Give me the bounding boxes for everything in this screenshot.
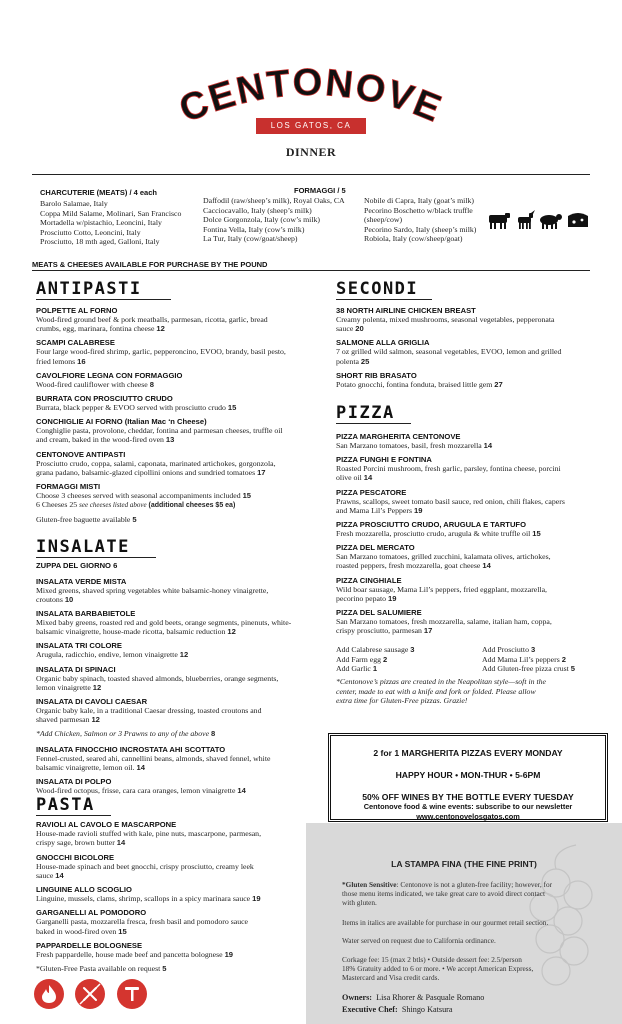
item-desc: Creamy polenta, mixed mushrooms, seasonal vegetables, pepperonata: [336, 315, 555, 324]
promo-website[interactable]: www.centonovelosgatos.com: [416, 812, 520, 821]
menu-item: [36, 577, 304, 604]
section-title-antipasti: ANTIPASTI: [36, 279, 142, 299]
mid-divider: [32, 270, 590, 271]
list-item: Add Farm egg 2: [336, 654, 388, 664]
item-desc: sauce: [36, 870, 56, 880]
item-desc: San Marzano tomatoes, fresh mozzarella, salame, italian ham, coppa,: [336, 617, 552, 627]
menu-item: [36, 777, 304, 795]
item-desc: fried lemons: [36, 356, 78, 366]
item-name: CAVOLFIORE LEGNA CON FORMAGGIO: [36, 370, 183, 380]
item-desc: Potato gnocchi, fontina fonduta, braised little gem: [336, 379, 495, 389]
promo-newsletter: Centonove food & wine events: subscribe to our newsletter: [363, 802, 573, 811]
formaggi-extra: 6 Cheeses 25: [36, 500, 78, 510]
menu-item: [36, 306, 304, 333]
item-price: 8: [149, 379, 154, 389]
owners-value: Lisa Rhorer & Pasquale Romano: [376, 993, 485, 1002]
baguette-note: Gluten-free baguette available: [36, 515, 133, 525]
item-desc: Wood-fired ground beef & pork meatballs, parmesan, ricotta, garlic, bread: [36, 315, 268, 324]
menu-item: [36, 394, 304, 412]
item-desc: Organic baby kale, in a traditional Caesar dressing, toasted croutons and: [36, 706, 262, 716]
italics-note: Items in italics are available for purchase in our gourmet retail section.: [342, 918, 549, 927]
item-price: 17: [257, 467, 266, 477]
item-name: INSALATA BARBABIETOLE: [36, 609, 136, 619]
menu-item: [36, 745, 304, 772]
milk-source-icons: [486, 210, 616, 232]
list-item: Add Mama Lil’s peppers 2: [482, 654, 566, 664]
gf-pasta-price: 5: [162, 963, 167, 973]
item-price: 12: [91, 715, 100, 725]
right-column: [336, 279, 596, 705]
fees-line: Corkage fee: 15 (max 2 btls) • Outside dessert fee: 2.5/person: [342, 955, 522, 964]
list-item: Add Garlic 1: [336, 663, 378, 673]
item-price: 14: [136, 762, 145, 772]
list-item: La Tur, Italy (cow/goat/sheep): [203, 234, 298, 244]
menu-item: [336, 455, 596, 482]
pizza-addons: [336, 645, 596, 675]
list-item: Add Prosciutto 3: [482, 645, 536, 655]
item-desc: San Marzano tomatoes, grilled zucchini, kalamata olives, artichokes,: [336, 552, 551, 562]
menu-item: [36, 371, 304, 389]
menu-item: [36, 417, 304, 444]
item-price: 15: [532, 529, 541, 539]
item-name: PIZZA FUNGHI E FONTINA: [336, 455, 432, 465]
note-line: extra time for Gluten-Free pizzas. Grazie!: [336, 695, 468, 705]
list-item: Prosciutto Cotto, Leoncini, Italy: [40, 227, 141, 237]
item-name: BURRATA CON PROSCIUTTO CRUDO: [36, 394, 173, 404]
pizza-note: [336, 677, 596, 705]
section-underline: [336, 299, 432, 300]
list-item: Robiola, Italy (cow/sheep/goat): [364, 234, 463, 244]
item-price: 12: [156, 324, 165, 334]
item-price: 15: [242, 491, 252, 501]
item-desc: San Marzano tomatoes, basil, fresh mozzarella: [336, 441, 484, 451]
item-desc: Wood-fired cauliflower with cheese: [36, 379, 150, 389]
gluten-line: : Centonove is not a gluten-free facility; however, for: [396, 880, 553, 889]
item-price: 14: [482, 561, 491, 571]
item-desc: 7 oz grilled wild salmon, seasonal vegetables, EVOO, lemon and grilled: [336, 347, 562, 357]
item-price: 12: [92, 682, 102, 692]
item-price: 20: [355, 324, 364, 334]
item-name: INSALATA FINOCCHIO INCROSTATA AHI SCOTTATO: [36, 744, 226, 754]
item-name: INSALATA VERDE MISTA: [36, 576, 127, 586]
item-name: GNOCCHI BICOLORE: [36, 852, 115, 862]
item-name: PIZZA DEL MERCATO: [336, 543, 415, 553]
chef-value: Shingo Katsura: [401, 1005, 453, 1014]
list-item: Prosciutto, 18 mth aged, Galloni, Italy: [40, 237, 160, 247]
item-desc: Burrata, black pepper & EVOO served with prosciutto crudo: [36, 403, 228, 413]
menu-item: [36, 908, 304, 935]
list-item: Cacciocavallo, Italy (sheep’s milk): [203, 205, 312, 215]
item-name: PIZZA MARGHERITA CENTONOVE: [336, 432, 461, 442]
item-price: 15: [118, 926, 127, 936]
menu-item: [36, 561, 304, 570]
item-desc: Wild boar sausage, Mama Lil’s peppers, fried eggplant, mozzarella,: [336, 584, 547, 594]
item-name: PIZZA PESCATORE: [336, 487, 407, 497]
item-desc: roasted peppers, fresh mozzarella, goat cheese: [336, 561, 483, 571]
item-desc: and cream, baked in the wood-fired oven: [36, 435, 166, 445]
item-desc: Linguine, mussels, clams, shrimp, scallops in a spicy marinara sauce: [36, 894, 253, 904]
formaggi-list-1: [203, 196, 363, 244]
menu-item: [336, 520, 596, 538]
promo-margherita: 2 for 1 MARGHERITA PIZZAS EVERY MONDAY: [373, 748, 563, 758]
menu-item: [36, 697, 304, 724]
item-name: POLPETTE AL FORNO: [36, 306, 118, 315]
fees-line: Mastercard and Visa credit cards.: [342, 973, 440, 983]
item-desc: Roasted Porcini mushroom, fresh garlic, parsley, fontina cheese, porcini: [336, 464, 561, 474]
item-desc: Four large wood-fired shrimp, garlic, pepperoncino, EVOO, brandy, basil pesto,: [36, 347, 286, 357]
item-name: PAPPARDELLE BOLOGNESE: [36, 940, 143, 950]
cow-icon: [489, 213, 510, 229]
item-price: 27: [494, 379, 503, 389]
menu-item: [36, 885, 304, 903]
item-desc: baked in wood-fired oven: [36, 926, 119, 936]
logo-text: CENTONOVE: [173, 61, 449, 132]
menu-title: DINNER: [285, 145, 337, 159]
list-item: Mortadella w/pistachio, Leoncini, Italy: [40, 218, 162, 228]
formaggi-extra-additional: (additional cheeses $5 ea): [148, 502, 236, 510]
addons-left: [336, 645, 415, 673]
list-item: Fontina Vella, Italy (cow’s milk): [203, 224, 305, 234]
list-item: Add Calabrese sausage 3: [336, 645, 415, 655]
baguette-price: 5: [132, 515, 137, 525]
charcuterie-title: CHARCUTERIE (MEATS) / 4 each: [40, 188, 157, 197]
promo-happy-hour: HAPPY HOUR • MON-THUR • 5-6PM: [395, 770, 541, 780]
menu-item: [36, 853, 304, 880]
item-desc: balsamic vinaigrette, house-made ricotta, balsamic reduction: [36, 627, 228, 637]
item-price: 16: [77, 356, 86, 366]
item-price: 10: [64, 594, 74, 604]
item-desc: crispy sage, brown butter: [36, 838, 117, 848]
water-note: Water served on request due to California ordinance.: [342, 936, 496, 945]
list-item: Dolce Gorgonzola, Italy (cow’s milk): [203, 215, 320, 225]
item-desc: lemon vinaigrette: [36, 682, 93, 692]
item-desc: sauce: [336, 324, 356, 334]
item-name: SHORT RIB BRASATO: [336, 370, 417, 380]
item-name: 38 NORTH AIRLINE CHICKEN BREAST: [336, 306, 476, 315]
section-underline: [36, 557, 156, 558]
item-name: INSALATA TRI COLORE: [36, 641, 122, 651]
item-name: SCAMPI CALABRESE: [36, 338, 115, 348]
item-desc: shaved parmesan: [36, 715, 92, 725]
item-name: ZUPPA DEL GIORNO: [36, 560, 111, 570]
item-price: 15: [227, 403, 237, 413]
owners: [342, 993, 484, 1002]
item-desc: olive oil: [336, 473, 364, 483]
section-title-insalate: INSALATE: [36, 536, 130, 557]
item-price: 12: [227, 627, 236, 637]
list-item: Daffodil (raw/sheep’s milk), Royal Oaks, CA: [203, 196, 345, 205]
item-name: CONCHIGLIE AI FORNO (Italian Mac ‘n Cheese): [36, 417, 207, 427]
item-desc: grana padano, balsamic-glazed cipollini onions and sundried tomatoes: [36, 467, 258, 477]
note-line: *Centonove’s pizzas are created in the Neapolitan style—soft in the: [336, 677, 546, 687]
formaggi-title: FORMAGGI / 5: [294, 186, 346, 195]
menu-item: [36, 338, 304, 365]
item-name: FORMAGGI MISTI: [36, 482, 101, 492]
item-desc: Prosciutto crudo, coppa, salami, caponata, marinated artichokes, gorgonzola,: [36, 458, 276, 468]
item-desc: Wood-fired octopus, frisse, cara cara oranges, lemon vinaigrette: [36, 786, 238, 796]
item-price: 14: [237, 786, 246, 796]
item-name: INSALATA DI SPINACI: [36, 664, 116, 674]
left-column: [36, 279, 304, 973]
item-price: 19: [252, 894, 261, 904]
logo-location: LOS GATOS, CA: [256, 118, 366, 134]
item-price: 13: [165, 435, 175, 445]
item-desc: crispy prosciutto, parmesan: [336, 626, 424, 636]
item-desc: Choose 3 cheeses served with seasonal accompaniments included: [36, 491, 243, 501]
item-desc: Conghiglie pasta, provolone, cheddar, fontina and parmesan cheeses, truffle oil: [36, 426, 283, 436]
section-title-pizza: PIZZA: [336, 403, 395, 424]
item-desc: Mixed greens, shaved spring vegetables white balsamic-honey vinaigrette,: [36, 585, 269, 595]
list-item: Pecorino Boschetto w/black truffle: [364, 205, 473, 215]
item-price: 19: [224, 949, 234, 959]
item-price: 19: [413, 505, 423, 515]
list-item: Pecorino Sardo, Italy (sheep’s milk): [364, 224, 477, 234]
gluten-line: with gluten.: [342, 898, 377, 908]
item-price: 25: [360, 356, 370, 366]
item-desc: Fresh mozzarella, prosciutto crudo, arugula & white truffle oil: [336, 529, 533, 539]
gluten-line: those menu items indicated, we take great care to avoid direct contact: [342, 889, 546, 899]
item-price: 14: [55, 870, 64, 880]
note-line: center, made to eat with a knife and fork or folded. Please allow: [336, 686, 536, 696]
fees-note: [342, 955, 602, 983]
item-name: PIZZA CINGHIALE: [336, 575, 402, 585]
item-desc: balsamic vinaigrette, lemon oil.: [36, 762, 137, 772]
item-name: GARGANELLI AL POMODORO: [36, 908, 147, 918]
owners-label: Owners:: [342, 993, 373, 1002]
addons-right: [482, 645, 575, 673]
item-desc: Mixed baby greens, roasted red and gold beets, orange segments, pinenuts, white-: [36, 618, 292, 628]
item-price: 14: [483, 441, 493, 451]
item-name: PIZZA DEL SALUMIERE: [336, 608, 422, 618]
item-price: 6: [113, 560, 118, 570]
item-price: 19: [387, 593, 397, 603]
section-underline: [336, 423, 411, 424]
item-desc: Fennel-crusted, seared ahi, cannellini beans, almonds, shaved fennel, white: [36, 753, 271, 763]
menu-item: [336, 432, 596, 450]
menu-item: [336, 576, 596, 603]
item-desc: Arugula, radicchio, endive, lemon vinaigrette: [36, 650, 180, 660]
item-name: LINGUINE ALLO SCOGLIO: [36, 885, 132, 895]
section-title-secondi: SECONDI: [336, 279, 419, 299]
menu-item: [336, 306, 596, 333]
item-price: 17: [423, 626, 433, 636]
menu-item: [36, 609, 304, 636]
item-desc: Organic baby spinach, toasted shaved almonds, blueberries, orange segments,: [36, 673, 279, 683]
menu-item: [36, 641, 304, 659]
spicy-icon: [34, 979, 64, 1009]
item-desc: crumbs, egg, marinara, fontina cheese: [36, 324, 157, 334]
menu-item: [36, 482, 304, 510]
menu-item: [336, 371, 596, 389]
menu-item: [36, 665, 304, 692]
list-item: Add Gluten-free pizza crust 5: [482, 663, 575, 673]
section-title-pasta: PASTA: [36, 795, 95, 816]
menu-item: [36, 450, 304, 477]
item-desc: pecorino pepato: [336, 593, 388, 603]
executive-chef: [342, 1005, 453, 1014]
add-protein-price: 8: [210, 729, 216, 739]
section-underline: [36, 299, 171, 300]
item-desc: Fresh pappardelle, house made beef and pancetta bolognese: [36, 949, 225, 959]
fees-line: 18% Gratuity added to 6 or more. • We accept American Express,: [342, 964, 534, 974]
add-protein-note: *Add Chicken, Salmon or 3 Prawns to any of the above: [36, 729, 211, 739]
promo-wine: 50% OFF WINES BY THE BOTTLE EVERY TUESDAY: [362, 792, 574, 802]
menu-item: [336, 338, 596, 365]
list-item: (sheep/cow): [364, 215, 403, 225]
gluten-label: *Gluten Sensitive: [342, 880, 397, 889]
goat-icon: [518, 210, 535, 229]
utensils-icon: [75, 979, 105, 1009]
top-divider: [32, 174, 590, 175]
fine-print-title: LA STAMPA FINA (THE FINE PRINT): [391, 859, 537, 869]
menu-item: [336, 543, 596, 570]
corkscrew-icon: [117, 979, 147, 1009]
item-desc: House-made ravioli stuffed with kale, pine nuts, mascarpone, parmesan,: [36, 829, 262, 839]
item-name: RAVIOLI AL CAVOLO E MASCARPONE: [36, 820, 177, 830]
formaggi-list-2: [364, 196, 489, 244]
gf-pasta-note: *Gluten-Free Pasta available on request: [36, 963, 163, 973]
item-price: 14: [116, 838, 126, 848]
menu-item: [336, 488, 596, 515]
fine-print-panel: [306, 823, 622, 1024]
gluten-note: [342, 880, 592, 908]
list-item: Barolo Salamae, Italy: [40, 199, 108, 208]
item-desc: Prawns, scallops, sweet tomato basil sauce, red onion, chili flakes, capers: [336, 496, 565, 506]
promo-box: [328, 733, 608, 822]
sheep-icon: [540, 214, 562, 229]
item-desc: and Mama Lil’s Peppers: [336, 505, 414, 515]
menu-item: [336, 608, 596, 635]
item-name: INSALATA DI CAVOLI CAESAR: [36, 697, 148, 707]
chef-label: Executive Chef:: [342, 1005, 398, 1014]
list-item: Nobile di Capra, Italy (goat’s milk): [364, 196, 474, 205]
item-name: CENTONOVE ANTIPASTI: [36, 449, 126, 459]
meats-note: MEATS & CHEESES AVAILABLE FOR PURCHASE BY THE POUND: [32, 260, 268, 269]
item-desc: House-made spinach and beet gnocchi, crispy prosciutto, creamy leek: [36, 861, 254, 871]
item-price: 12: [179, 650, 189, 660]
item-name: SALMONE ALLA GRIGLIA: [336, 338, 430, 348]
list-item: Coppa Mild Salame, Molinari, San Francisco: [40, 208, 182, 218]
charcuterie-list: [40, 199, 210, 247]
item-name: INSALATA DI POLPO: [36, 777, 112, 787]
item-desc: croutons: [36, 594, 65, 604]
cheese-icon: [568, 213, 588, 227]
item-name: PIZZA PROSCIUTTO CRUDO, ARUGULA E TARTUFO: [336, 520, 526, 530]
item-price: 14: [363, 473, 373, 483]
menu-item: [36, 820, 304, 847]
section-underline: [36, 815, 111, 816]
item-desc: polenta: [336, 356, 361, 366]
item-desc: Garganelli pasta, mozzarella fresca, fresh basil and pomodoro sauce: [36, 917, 249, 927]
menu-item: [36, 941, 304, 959]
formaggi-extra-note: see cheeses listed above: [79, 501, 147, 510]
